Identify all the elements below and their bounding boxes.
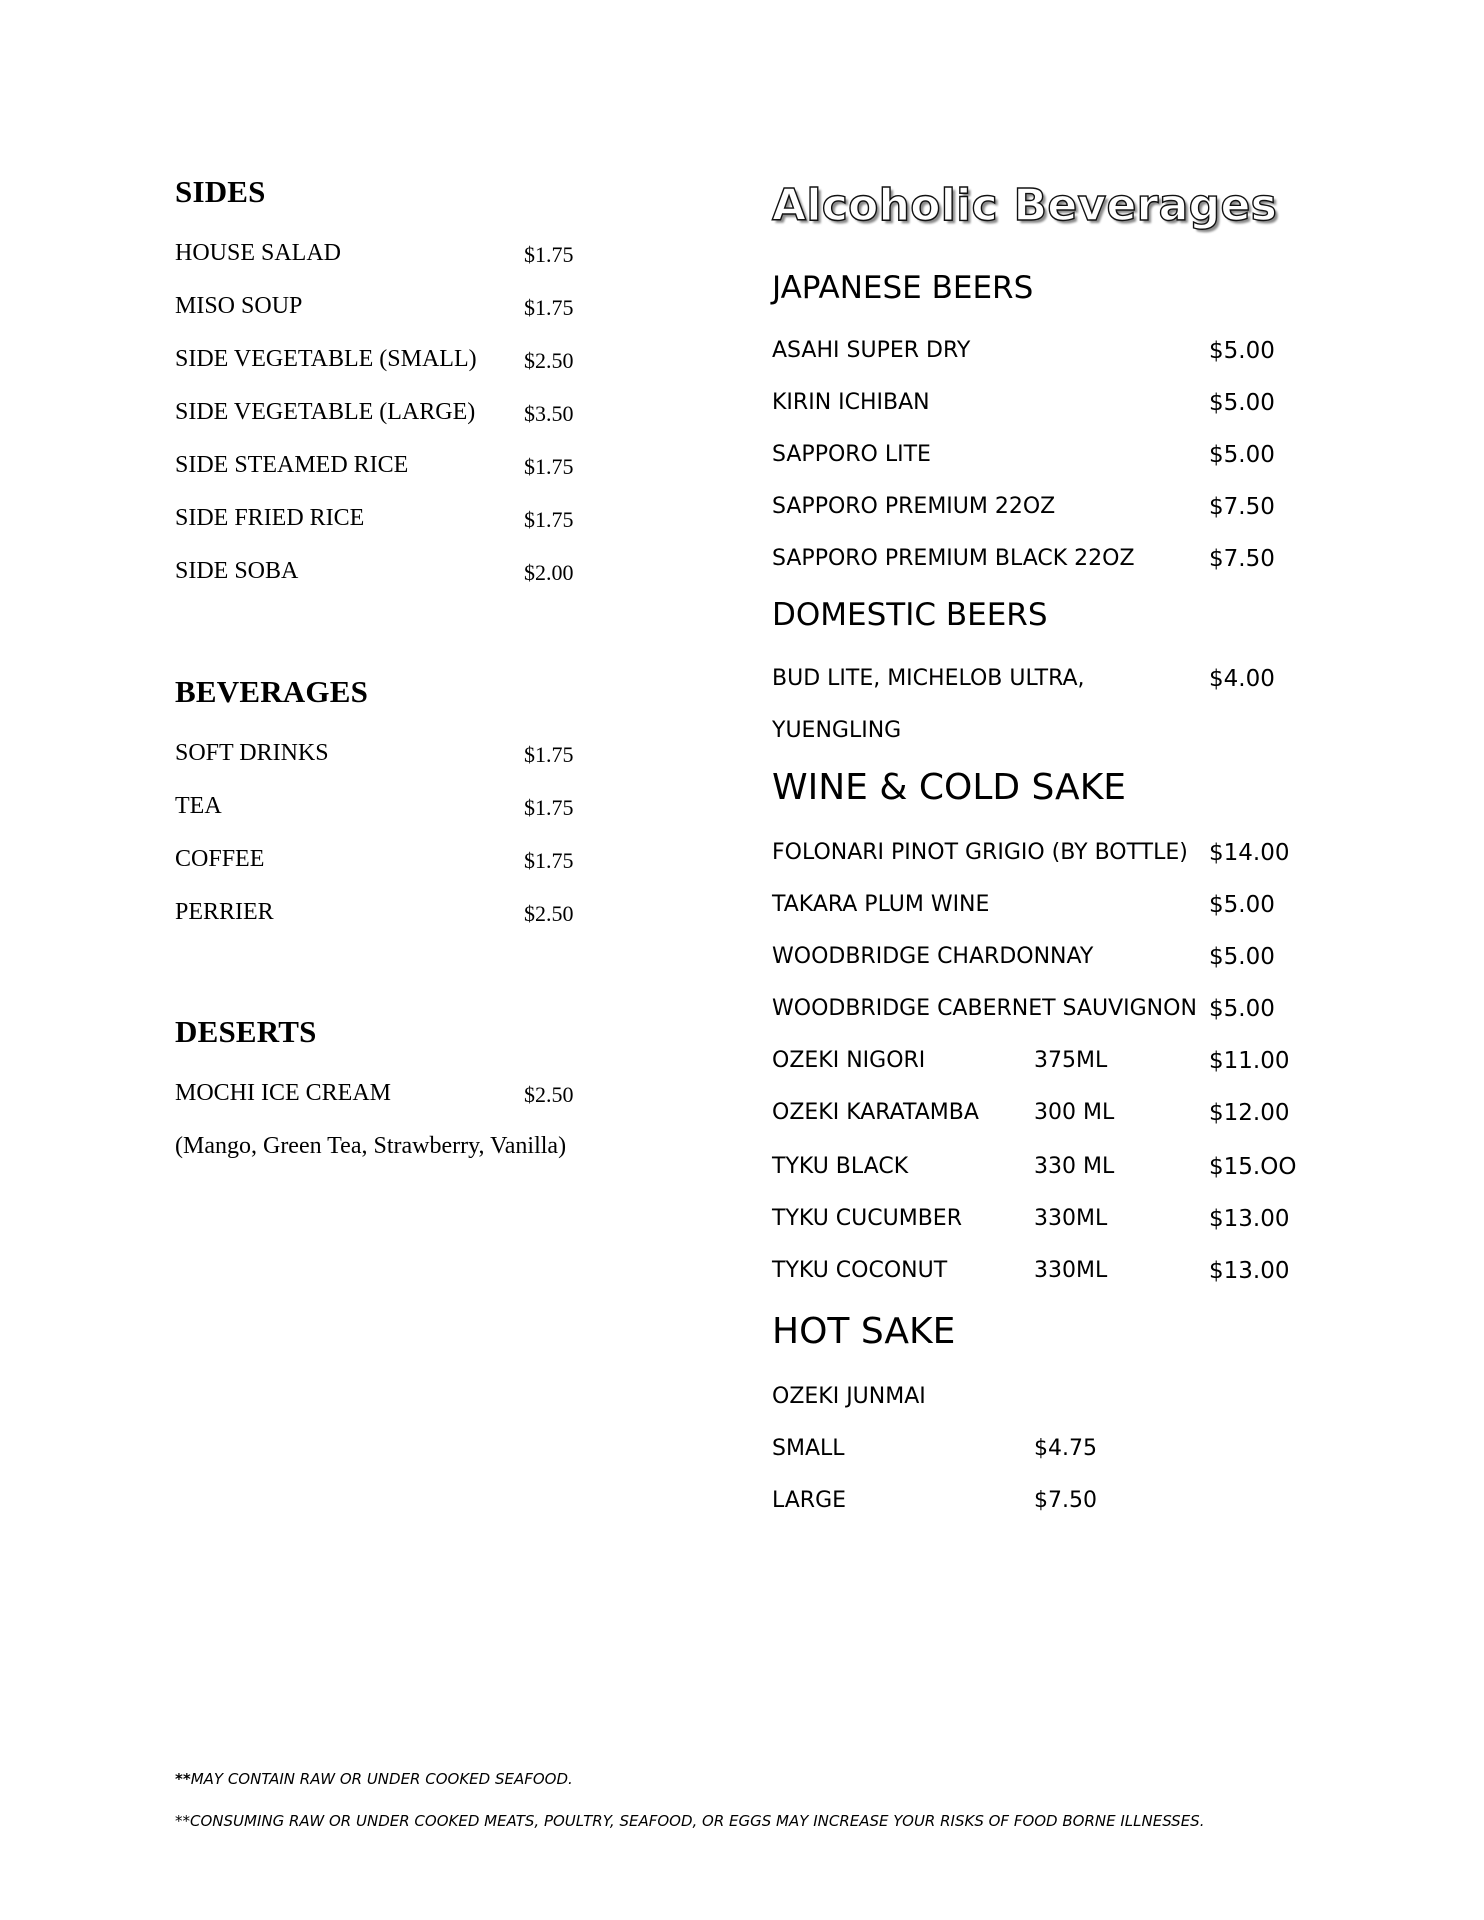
menu-item: [175, 240, 695, 270]
footnote-stars: **: [175, 1770, 191, 1788]
item-price: $5.00: [1209, 892, 1275, 918]
domestic-beers-heading: DOMESTIC BEERS: [772, 597, 1048, 633]
menu-item: [175, 452, 695, 482]
menu-item: [772, 996, 1372, 1026]
hot-sake-subtitle: [772, 1384, 1372, 1414]
alcoholic-beverages-title: Alcoholic Beverages: [772, 180, 1278, 231]
menu-item: [175, 740, 695, 770]
item-name: COFFEE: [175, 846, 265, 872]
item-price: $2.00: [524, 560, 574, 585]
item-name: OZEKI NIGORI: [772, 1048, 926, 1073]
item-name: SAPPORO LITE: [772, 442, 931, 467]
menu-item: [175, 846, 695, 876]
menu-item: [772, 840, 1372, 870]
item-name: FOLONARI PINOT GRIGIO (BY BOTTLE): [772, 840, 1188, 865]
item-name: OZEKI KARATAMBA: [772, 1100, 979, 1125]
item-price: $7.50: [1209, 546, 1275, 572]
item-name: HOUSE SALAD: [175, 240, 342, 266]
item-price: $4.00: [1209, 666, 1275, 692]
menu-item: [772, 390, 1372, 420]
item-price: $1.75: [524, 454, 574, 479]
deserts-heading: DESERTS: [175, 1014, 317, 1049]
item-name: PERRIER: [175, 899, 274, 925]
menu-item: [772, 442, 1372, 472]
item-name: SIDE FRIED RICE: [175, 505, 365, 531]
item-name: MISO SOUP: [175, 293, 303, 319]
menu-item: [175, 793, 695, 823]
menu-item: [772, 1206, 1372, 1236]
item-name: LARGE: [772, 1488, 847, 1513]
item-name: SAPPORO PREMIUM BLACK 22OZ: [772, 546, 1135, 571]
menu-item: [772, 892, 1372, 922]
menu-item: [772, 1100, 1372, 1130]
item-price: $7.50: [1209, 494, 1275, 520]
menu-item: [175, 505, 695, 535]
item-price: $5.00: [1209, 442, 1275, 468]
item-price: $1.75: [524, 295, 574, 320]
item-name: SIDE STEAMED RICE: [175, 452, 409, 478]
item-name: SIDE VEGETABLE (SMALL): [175, 346, 477, 372]
menu-item: [772, 944, 1372, 974]
item-price: $14.00: [1209, 840, 1290, 866]
menu-item: [175, 558, 695, 588]
item-price: $11.00: [1209, 1048, 1290, 1074]
item-name: SOFT DRINKS: [175, 740, 329, 766]
item-price: $5.00: [1209, 944, 1275, 970]
item-name: KIRIN ICHIBAN: [772, 390, 930, 415]
item-price: $4.75: [1034, 1436, 1097, 1461]
menu-item: [175, 293, 695, 323]
item-name: WOODBRIDGE CHARDONNAY: [772, 944, 1094, 969]
item-price: $1.75: [524, 742, 574, 767]
item-price: $2.50: [524, 348, 574, 373]
footnote-raw-seafood: [175, 1770, 573, 1788]
item-name: SMALL: [772, 1436, 845, 1461]
item-name: SAPPORO PREMIUM 22OZ: [772, 494, 1056, 519]
item-size: 300 ML: [1034, 1100, 1115, 1125]
footnote-text: MAY CONTAIN RAW OR UNDER COOKED SEAFOOD.: [190, 1770, 573, 1788]
footnote-text: CONSUMING RAW OR UNDER COOKED MEATS, POULTRY, SEAFOOD, OR EGGS MAY INCREASE YOUR RISKS OF FOOD BORNE ILLNESSES.: [190, 1812, 1205, 1830]
wine-cold-sake-heading: WINE & COLD SAKE: [772, 767, 1127, 808]
item-price: $7.50: [1034, 1488, 1097, 1513]
menu-item: [772, 1048, 1372, 1078]
item-price: $13.00: [1209, 1206, 1290, 1232]
item-price: $1.75: [524, 848, 574, 873]
item-name: OZEKI JUNMAI: [772, 1384, 926, 1409]
item-name: TYKU BLACK: [772, 1154, 909, 1179]
menu-item: [772, 1258, 1372, 1288]
item-name: TYKU COCONUT: [772, 1258, 948, 1283]
sides-heading: SIDES: [175, 174, 266, 209]
footnote-stars: **: [175, 1812, 190, 1830]
item-name: WOODBRIDGE CABERNET SAUVIGNON: [772, 996, 1197, 1021]
item-price: $5.00: [1209, 338, 1275, 364]
item-price: $1.75: [524, 795, 574, 820]
menu-item: [175, 346, 695, 376]
item-price: $5.00: [1209, 390, 1275, 416]
item-name: SIDE SOBA: [175, 558, 299, 584]
menu-item: [772, 1154, 1372, 1184]
item-name: TEA: [175, 793, 222, 819]
menu-item: [175, 1080, 695, 1110]
japanese-beers-heading: JAPANESE BEERS: [772, 270, 1034, 306]
menu-item: [772, 1436, 1372, 1466]
item-name: SIDE VEGETABLE (LARGE): [175, 399, 476, 425]
item-price: $12.00: [1209, 1100, 1290, 1126]
menu-item-continued: [772, 718, 1372, 748]
menu-item: [772, 546, 1372, 576]
item-price: $5.00: [1209, 996, 1275, 1022]
item-name: TAKARA PLUM WINE: [772, 892, 990, 917]
item-price: $1.75: [524, 507, 574, 532]
item-price: $1.75: [524, 242, 574, 267]
beverages-heading: BEVERAGES: [175, 674, 369, 709]
menu-item: [772, 1488, 1372, 1518]
mochi-flavors-note: (Mango, Green Tea, Strawberry, Vanilla): [175, 1133, 567, 1159]
menu-item: [772, 666, 1372, 696]
hot-sake-heading: HOT SAKE: [772, 1311, 956, 1352]
item-size: 330ML: [1034, 1258, 1108, 1283]
item-price: $3.50: [524, 401, 574, 426]
item-price: $15.OO: [1209, 1154, 1297, 1180]
item-price: $2.50: [524, 901, 574, 926]
item-name: YUENGLING: [772, 718, 902, 743]
menu-item: [772, 494, 1372, 524]
item-name: MOCHI ICE CREAM: [175, 1080, 392, 1106]
footnote-consumption-warning: [175, 1812, 1204, 1830]
item-size: 330ML: [1034, 1206, 1108, 1231]
item-size: 330 ML: [1034, 1154, 1115, 1179]
menu-item: [772, 338, 1372, 368]
menu-item: [175, 399, 695, 429]
item-price: $2.50: [524, 1082, 574, 1107]
item-name: BUD LITE, MICHELOB ULTRA,: [772, 666, 1085, 691]
item-size: 375ML: [1034, 1048, 1108, 1073]
menu-item: [175, 899, 695, 929]
item-name: ASAHI SUPER DRY: [772, 338, 971, 363]
item-price: $13.00: [1209, 1258, 1290, 1284]
item-name: TYKU CUCUMBER: [772, 1206, 962, 1231]
